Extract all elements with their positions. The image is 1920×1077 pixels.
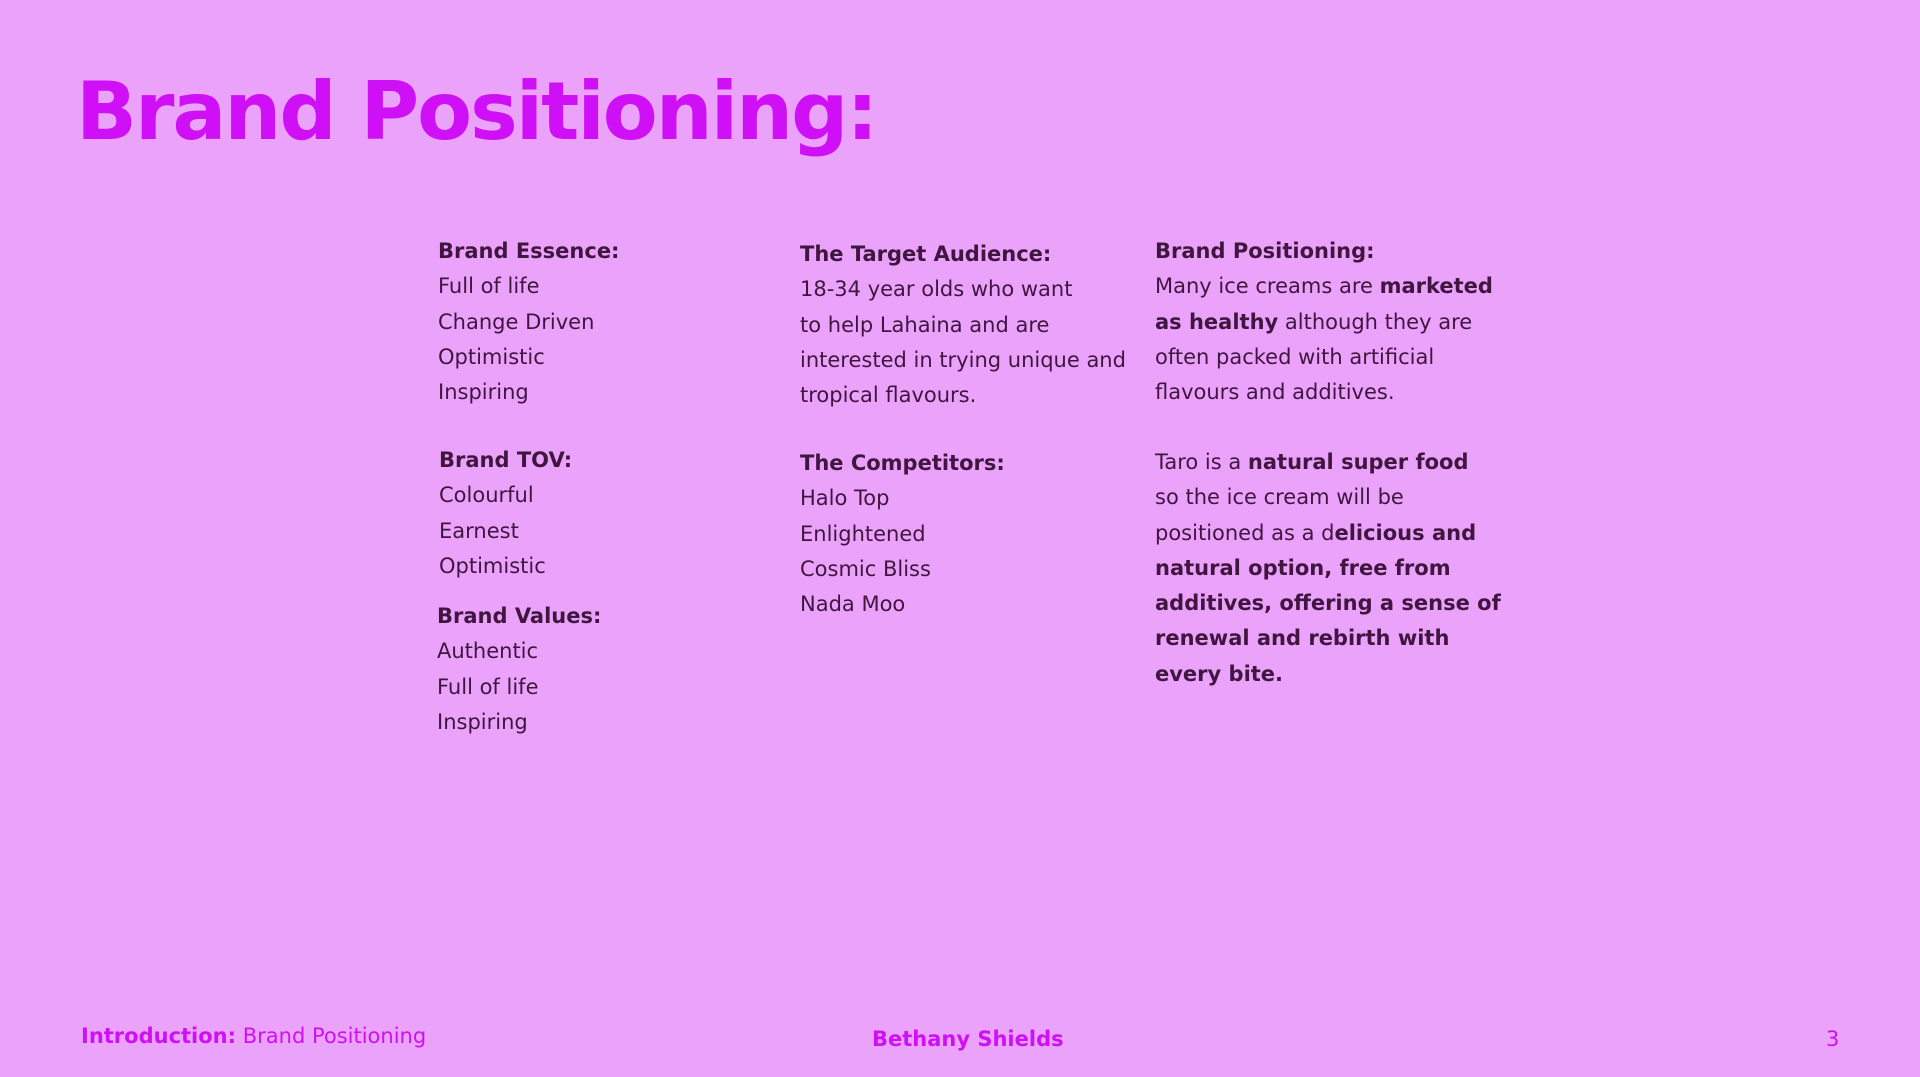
list-item: Change Driven: [438, 309, 595, 334]
list-item: Inspiring: [437, 709, 528, 734]
brand-values-heading: Brand Values:: [437, 604, 602, 628]
list-item: Nada Moo: [800, 592, 906, 617]
paragraph-line: to help Lahaina and are: [800, 312, 1050, 337]
competitors-section: [800, 446, 1005, 622]
footer-section-prefix: Introduction:: [81, 1024, 237, 1048]
list-item: Inspiring: [438, 380, 529, 405]
paragraph-line: additives, offering a sense of: [1155, 591, 1501, 616]
list-item: Full of life: [437, 674, 539, 699]
list-item: Colourful: [439, 483, 534, 508]
paragraph-line: so the ice cream will be: [1155, 485, 1404, 510]
list-item: Optimistic: [438, 344, 545, 369]
footer-section-label: [81, 1022, 426, 1050]
paragraph-line: Many ice creams are marketed: [1155, 274, 1493, 299]
list-item: Authentic: [437, 639, 539, 664]
paragraph-line: Taro is a natural super food: [1155, 450, 1469, 474]
brand-essence-section: [438, 234, 619, 410]
page-title: Brand Positioning:: [76, 65, 877, 158]
list-item: Cosmic Bliss: [800, 556, 931, 581]
brand-essence-heading: Brand Essence:: [438, 239, 620, 263]
brand-values-section: [437, 599, 601, 740]
paragraph-line: renewal and rebirth with: [1155, 626, 1450, 651]
competitors-heading: The Competitors:: [800, 451, 1005, 475]
brand-tov-section: [439, 443, 572, 584]
paragraph-line: every bite.: [1155, 661, 1284, 686]
footer-author: Bethany Shields: [872, 1027, 1064, 1051]
paragraph-line: 18-34 year olds who want: [800, 277, 1073, 302]
footer-section-name: Brand Positioning: [242, 1024, 427, 1048]
list-item: Optimistic: [439, 553, 546, 578]
paragraph-line: positioned as a delicious and: [1155, 520, 1477, 545]
paragraph-line: flavours and additives.: [1155, 380, 1395, 405]
paragraph-line: natural option, free from: [1155, 555, 1451, 580]
list-item: Earnest: [439, 518, 519, 543]
page-number: 3: [1826, 1027, 1840, 1051]
paragraph-line: tropical flavours.: [800, 383, 977, 408]
paragraph-line: interested in trying unique and: [800, 347, 1126, 372]
positioning-statement: [1155, 445, 1501, 692]
list-item: Enlightened: [800, 521, 926, 546]
positioning-heading: Brand Positioning:: [1155, 239, 1375, 263]
paragraph-line: often packed with artificial: [1155, 344, 1435, 369]
positioning-section: [1155, 234, 1493, 410]
target-audience-heading: The Target Audience:: [800, 242, 1052, 266]
paragraph-line: as healthy although they are: [1155, 309, 1473, 334]
target-audience-section: [800, 237, 1126, 413]
list-item: Halo Top: [800, 486, 890, 511]
list-item: Full of life: [438, 274, 540, 299]
brand-tov-heading: Brand TOV:: [439, 448, 573, 472]
